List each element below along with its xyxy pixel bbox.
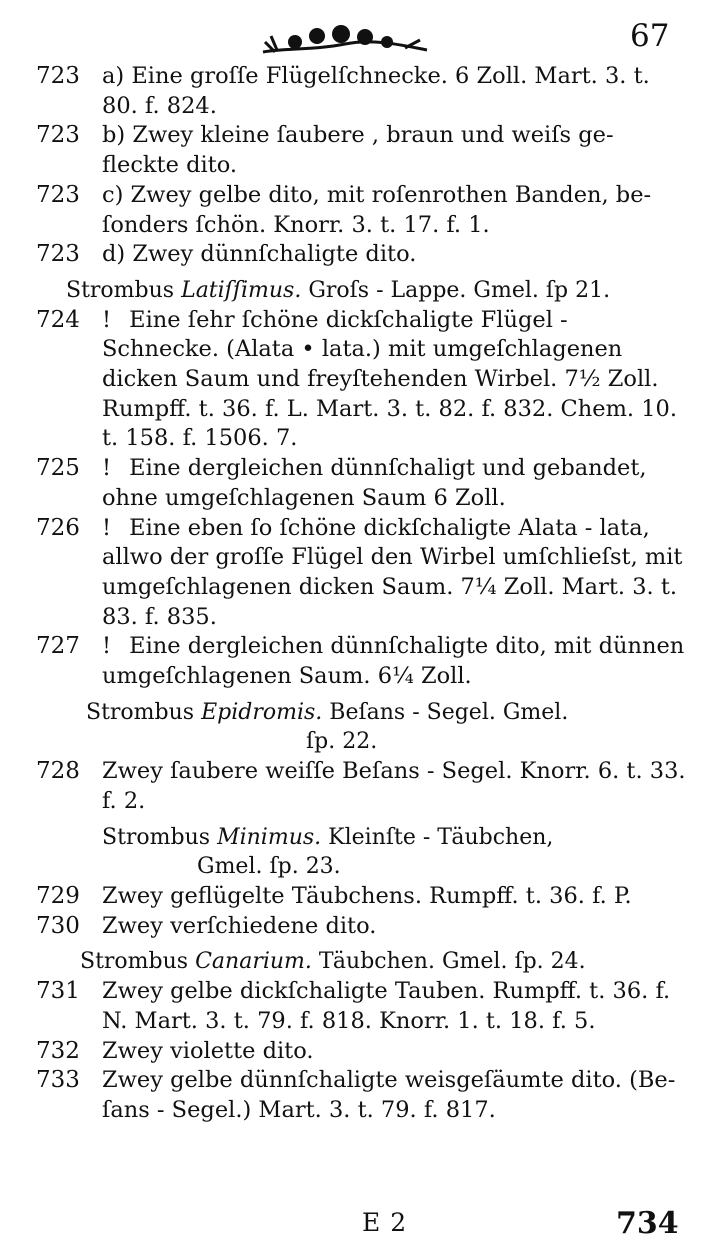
entry-number: 727	[36, 633, 80, 660]
entry-text: Eine dergleichen dünnſchaligt und gebandet, ohne umgeſchlagenen Saum 6 Zoll.	[102, 455, 647, 511]
entry-number: 725	[36, 455, 80, 482]
entry-text: Zwey dünnſchaligte dito.	[132, 241, 417, 268]
catalogue-entry	[36, 882, 686, 912]
section-header-epidromis: Strombus Epidromis. Beſans - Segel. Gmel. ſp. 22.	[86, 699, 569, 755]
entry-text: Zwey gelbe dickſchaligte Tauben. Rumpff. t. 36. f. N. Mart. 3. t. 79. f. 818. Knorr. 1. t. 18. f. 5.	[102, 978, 671, 1034]
catalogue-entry	[36, 1066, 686, 1125]
catalogue-entry	[36, 977, 686, 1036]
floral-vignette-icon	[255, 22, 435, 56]
entry-number: 723	[36, 122, 80, 149]
entry-number: 730	[36, 912, 80, 939]
entry-text: Eine groſſe Flügelſchnecke. 6 Zoll. Mart. 3. t. 80. f. 824.	[102, 63, 650, 119]
catalogue-entries	[36, 62, 686, 1126]
entry-text: Eine eben ſo ſchöne dickſchaligte Alata - lata, allwo der groſſe Flügel den Wirbel umſchlieſst, mit umgeſchlagenen dicken Saum. 7¼ Zoll. Mart. 3. t. 83. f. 835.	[102, 514, 683, 630]
entry-number: 726	[36, 514, 80, 541]
catalogue-entry	[36, 912, 686, 942]
entry-text: Zwey ſaubere weiſſe Beſans - Segel. Knorr. 6. t. 33. f. 2.	[102, 758, 686, 814]
section-header-latissimus: Strombus Latiſſimus. Groſs - Lappe. Gmel. ſp 21.	[66, 277, 611, 303]
catalogue-entry	[36, 181, 686, 240]
catalogue-entry	[36, 1037, 686, 1067]
catalogue-entry	[36, 514, 686, 633]
entry-number: 733	[36, 1067, 80, 1094]
entry-number: 729	[36, 882, 80, 909]
entry-text: Zwey geflügelte Täubchens. Rumpff. t. 36. f. P.	[102, 882, 632, 909]
catalogue-entry	[36, 306, 686, 455]
section-header-canarium: Strombus Canarium. Täubchen. Gmel. ſp. 24.	[80, 949, 586, 975]
entry-text: Zwey gelbe dito, mit roſenrothen Banden, be- ſonders ſchön. Knorr. 3. t. 17. f. 1.	[102, 181, 652, 238]
entry-number: 731	[36, 978, 80, 1005]
entry-mark: c)	[102, 181, 124, 208]
entry-text: Eine dergleichen dünnſchaligte dito, mit dünnen umgeſchlagenen Saum. 6¼ Zoll.	[102, 633, 685, 690]
entry-text: Eine ſehr ſchöne dickſchaligte Flügel - Schnecke. (Alata • lata.) mit umgeſchlagenen dicken Saum und freyſtehenden Wirbel. 7½ Zoll. Rumpff. t. 36. f. L. Mart. 3. t. 82. f. 832. Chem. 10. t. 158. f. 1506. 7.	[102, 306, 677, 452]
entry-text: Zwey verſchiedene dito.	[102, 912, 377, 939]
entry-mark: !	[102, 633, 112, 660]
entry-text: Zwey gelbe dünnſchaligte weisgeſäumte dito. (Be- ſans - Segel.) Mart. 3. t. 79. f. 817.	[102, 1067, 676, 1123]
signature-mark: E 2	[362, 1208, 408, 1237]
entry-number: 724	[36, 306, 80, 333]
catalogue-entry	[36, 454, 686, 513]
entry-text: Zwey kleine ſaubere , braun und weiſs ge- fleckte dito.	[102, 122, 614, 179]
catalogue-entry	[36, 632, 686, 691]
entry-mark: a)	[102, 63, 125, 89]
section-header-minimus: Strombus Minimus. Kleinſte - Täubchen, Gmel. ſp. 23.	[102, 824, 554, 880]
catalogue-entry	[36, 121, 686, 180]
entry-number: 732	[36, 1037, 80, 1064]
entry-mark: !	[102, 514, 112, 541]
catalogue-entry	[36, 757, 686, 816]
catalogue-entry	[36, 240, 686, 270]
entry-mark: d)	[102, 241, 126, 268]
page-number: 67	[630, 18, 670, 54]
catalogue-entry	[36, 62, 686, 121]
entry-mark: b)	[102, 122, 126, 149]
entry-number: 723	[36, 181, 80, 208]
entry-number: 723	[36, 63, 80, 89]
entry-number: 723	[36, 241, 80, 268]
entry-text: Zwey violette dito.	[102, 1037, 314, 1064]
entry-mark: !	[102, 306, 112, 333]
entry-mark: !	[102, 455, 112, 482]
catchword: 734	[616, 1206, 679, 1241]
entry-number: 728	[36, 758, 80, 785]
